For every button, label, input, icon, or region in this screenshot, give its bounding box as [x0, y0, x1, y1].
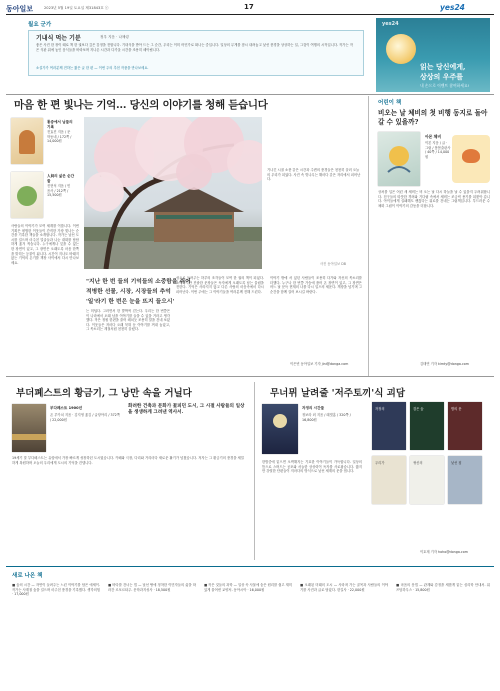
ad-line2: 상상의 우주를: [420, 72, 464, 81]
right-byline: 김태연 기자 kimty@donga.com: [420, 362, 469, 366]
top-section-title: 기내식 먹는 기분: [36, 35, 81, 42]
mini-book-5-title: 귀신의: [413, 461, 423, 465]
mini-book-2-title: 검은 숲: [413, 407, 424, 411]
section2-byline: 이호재 기자 hoho@donga.com: [420, 550, 468, 554]
budapest-book-band: [12, 434, 46, 440]
horror-book-meta: 정보라 외 지음 / 래빗홀 / 320쪽 / 16,800원: [302, 413, 351, 422]
book1-title: 통증에서 님들의 기록: [47, 120, 73, 129]
pull-quote-line3: '일'라기 한 번은 눈을 뜨지 들으시': [86, 299, 175, 305]
photo-illustration: [84, 117, 262, 269]
horror-book-title: 자정의 시간들: [302, 406, 325, 410]
budapest-book-meta: 존 루카치 지음 · 김지영 옮김 / 글항아리 / 372쪽 / 22,000원: [50, 413, 120, 422]
book-cover-2: [11, 172, 43, 218]
main-body-col2: 성으로 들려주는 하루의 조각들이 모여 한 권의 책이 되었다. 소박하지만 진솔한 문장들은 독자에게 오래도록 남는 울림을 전한다. 기억은 사라지지 않고 다른 사람의 마음속에서 다시 피어난다. 이번 주에는 그 이야기들을 여러분께 전해 드린다.: [176, 276, 264, 294]
ad-moon-shape: [386, 34, 416, 64]
right-column-headline: 비오는 날 체비의 첫 비행 동지로 돌아갈 수 있을까?: [378, 109, 488, 126]
top-section-author: 정우 지음 · 나채령: [100, 35, 129, 39]
horror-book-cover: [262, 404, 298, 454]
book-cover-1: [11, 118, 43, 164]
photo-credit: 사진 동아일보 DB: [320, 262, 347, 266]
pull-quote-line2: 적병한 선물, 시장, 시장들의 추억: [86, 289, 171, 295]
budapest-book-cover: [12, 404, 46, 452]
book2-title: 人间의 삶은 순간들: [47, 174, 75, 183]
new-books-label: 새로 나온 책: [12, 573, 43, 579]
book2-meta: 진현석 지음 / 민음사 / 212쪽 / 15,500원: [47, 184, 71, 198]
photo-caption: 기나긴 시절 소풍 같은 시간과 주변의 풍경들은 천천히 흘러 오늘의 우리가 되었다. 사진 속 벚나무는 해마다 같은 자리에서 피어난다.: [267, 168, 361, 182]
bird-shape: [462, 149, 480, 163]
ad-brand-mini: yes24: [382, 21, 399, 27]
headline-top-rule: [6, 94, 494, 95]
date-line: 2023년 5월 19일 토요일 제31843호 ⓒ: [44, 6, 109, 10]
mini-book-6: [448, 456, 482, 504]
mini-book-6-title: 낯선 집: [451, 461, 462, 465]
masthead: 동아일보: [6, 4, 34, 13]
mini-book-4: [372, 456, 406, 504]
ad-brand-logo: yes24: [440, 3, 465, 12]
new-book-item-4: ■ 오래된 미래의 도시 — 사라져 가는 골목과 사람들의 이야기를 사진과 글로 담았다. 한길사 · 22,000원: [300, 583, 388, 592]
mini-book-5: [410, 456, 444, 504]
top-section-note: 소설가가 여러분께 전하는 짧은 글 한 편 — 이번 주의 추천 작품을 만나보세요.: [36, 66, 149, 70]
left-column-body: 사람들의 이야기가 모여 세계를 이룹니다. 이번 기획은 평범한 이웃들이 간직한 가장 빛나는 순간을 기록한 책들을 소개합니다. 작가는 낯선 도시를 걸으며 마주친 얼굴들과 나눈 대화를 담담하게 옮겨 적습니다. 누구에게나 잊을 수 없는 한 장면이 있고, 그 장면은 오래도록 마음 한쪽을 밝히는 등불이 됩니다. 시간이 지나도 바래지 않는 기억의 온기를 책장 사이에서 다시 만나보세요.: [11, 224, 79, 265]
right-book-illustration: [378, 132, 420, 186]
section2-divider: [254, 382, 255, 560]
new-books-rule: [6, 566, 494, 567]
mini-book-3-title: 밤의 문: [451, 407, 462, 411]
new-book-item-5: ■ 마음의 문법 — 관계와 감정을 새롭게 읽는 심리학 안내서. 위즈덤하우스 · 15,800원: [396, 583, 490, 592]
main-headline: 마음 한 편 빛나는 기억… 당신의 이야기를 청해 듣습니다: [14, 99, 268, 111]
budapest-pull-quote: 화려한 건축과 문화가 꽃피던 도시, 그 시절 사람들의 일상을 생생하게 그려낸 역사서.: [128, 404, 245, 416]
new-book-item-1: ■ 숲의 시간 — 자연이 들려주는 느린 이야기를 담은 에세이. 작가는 사계절 숲을 걸으며 마주친 풍경을 기록했다. 생각의힘 · 17,000원: [12, 583, 100, 597]
main-body-col3: 이야기 밖에 서 있던 사람들이 조용히 다가와 자신의 목소리를 더했다. 누구나 한 번쯤 가슴에 품어 온 장면이 있고, 그 장면은 어느 날 문득 현재의 나를 다시 일으켜 세운다. 책장을 넘기며 그 순간을 함께 걸어 보시길 바란다.: [270, 276, 362, 294]
right-illustration: [452, 135, 490, 183]
section2-headline-right: 무너뮈 날려줄 '저주토끼'식 괴담: [270, 388, 406, 399]
main-byline: 이은빈 동아일보 기자 jini@donga.com: [290, 362, 349, 366]
mini-book-4-title: 우리가: [375, 461, 385, 465]
book1-meta: 전효진 지음 / 문학동네 / 172쪽 / 14,000원: [47, 130, 72, 144]
budapest-body: 19세기 말 부다페스트는 유럽에서 가장 빠르게 성장하던 도시였습니다. 카페와 극장, 다리와 거리마다 새로운 활기가 넘쳤습니다. 저자는 그 황금기의 풍경을 세밀하게 복원하며 오늘의 우리에게 도시의 기억을 건넵니다.: [12, 456, 244, 465]
right-column-label: 어린이 책: [378, 100, 402, 106]
right-column-body: 상처를 입은 어린 새 체비는 비 오는 날 다시 하늘을 날 수 있을지 두려워합니다. 친구들의 따뜻한 격려와 기다림 속에서 체비는 조금씩 용기를 되찾아 갑니다. 아이들에게 실패해도 괜찮다는 위로를 건네는 그림책입니다. 부드러운 수채화 그림이 이야기의 감동을 더합니다.: [378, 190, 490, 208]
cherry-blossom-photo: [84, 117, 262, 269]
page-number: 17: [244, 3, 254, 11]
header-rule: [6, 14, 494, 15]
mini-book-2: [410, 402, 444, 450]
mini-book-1-title: 자정의: [375, 407, 385, 411]
new-book-item-3: ■ 작은 것들의 과학 — 일상 속 사물에 숨은 원리를 쉽고 재미있게 풀어낸 교양서. 동아시아 · 16,000원: [204, 583, 292, 592]
horror-body: 한밤중에 읽으면 오싹해지는 기묘한 이야기들이 가득합니다. 일상의 틈으로 스며드는 공포와 서늘한 상상력이 독자를 사로잡습니다. 짧지만 강렬한 단편들이 저마다의 방식으로 낯선 세계의 문을 엽니다.: [262, 460, 362, 474]
right-column-divider: [368, 96, 369, 376]
top-section-body: 좋은 사진 한 장이 때로 책 한 권보다 깊은 감정을 전합니다. 기내식을 받아 드는 그 순간, 우리는 이미 어딘가로 떠나는 중입니다. 일상의 무게를 잠시 내려놓고 낯선 풍경을 상상하는 일, 그것이 여행의 시작입니다. 작가는 작은 식판 위에 놓인 음식들을 바라보며 지나온 시간과 다가올 시간을 조용히 헤아립니다.: [36, 43, 353, 52]
section2-headline-left: 부더폐스트의 황금기, 그 낭만 속을 거닐다: [16, 388, 192, 399]
section2-rule: [6, 376, 494, 377]
budapest-book-title: 부다페스트 1900년: [50, 406, 83, 410]
top-section-label: 월요 군가: [28, 22, 52, 28]
ad-line1: 읽는 당신에게,: [420, 62, 466, 71]
horror-book-moon: [273, 414, 287, 428]
right-book-title: 아몬 체비: [425, 134, 441, 139]
book-cover-2-illustration: [17, 186, 37, 206]
mini-book-1: [372, 402, 406, 450]
pull-quote-line1: "지난 한 번 들의 기억들의 소중함을 쥐어: [86, 279, 191, 285]
right-book-cover: [378, 132, 420, 186]
ad-banner[interactable]: [376, 18, 490, 92]
new-book-item-2: ■ 바다를 건너는 법 — 낯선 땅에 정착한 이민자들의 삶을 따라간 르포르타주. 문학과지성사 · 18,500원: [108, 583, 196, 592]
main-body-col1: 는 미덥다. 그러면서 한 발짝씩 걷는다. 우리는 한 번쯤은 이 나라에서 오래 남을 이야기를 들을 수 있을 거라고 생각했다. 작은 정원 한편을 풀어 헤치듯 조용히 말을 건네 보았다. 이웃들은 저마다 오래 묵혀 둔 이야기를 꺼내 놓았고, 그 목소리는 계절처럼 천천히 흘렀다.: [86, 309, 170, 332]
book-cover-1-figure: [19, 130, 35, 154]
ad-line3: 내 손으로 이벤트 참여하세요!: [420, 83, 470, 88]
right-book-meta: 이본 지음 / 글 · 그림 / 봄봄출판사 / 40쪽 / 14,000원: [425, 141, 451, 159]
mini-book-3: [448, 402, 482, 450]
